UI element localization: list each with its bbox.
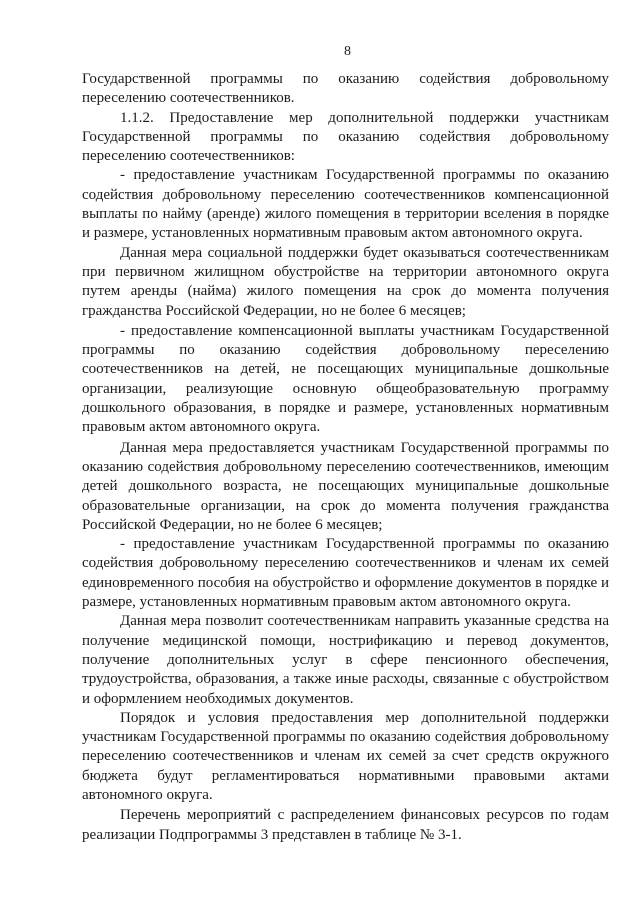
paragraph-allowance-usage: Данная мера позволит соотечественникам направить указанные средства на получение медицинской помощи, нострификацию и перевод документов, получение дополнительных услуг в сфере пенсионного обеспечения, трудоустройства, образования, а также иные расходы, связанные с обустройством и оформлением необходимых документов.	[82, 613, 609, 707]
document-body	[82, 70, 609, 845]
paragraph-section-1-1-2: 1.1.2. Предоставление мер дополнительной поддержки участникам Государственной программы по оказанию содействия добровольному переселению соотечественников:	[82, 109, 609, 165]
paragraph-lump-sum-allowance: - предоставление участникам Государственной программы по оказанию содействия добровольному переселению соотечественников и членам их семей единовременного пособия на обустройство и оформление документов в порядке и размере, установленных нормативным правовым актом автономного округа.	[82, 536, 609, 611]
page-number: 8	[344, 44, 351, 59]
paragraph-continuation: Государственной программы по оказанию содействия добровольному переселению соотечественников.	[82, 71, 609, 107]
paragraph-rental-measure-note: Данная мера социальной поддержки будет оказываться соотечественникам при первичном жилищном обустройстве на территории автономного округа путем аренды (найма) жилого помещения на срок до момента получения гражданства Российской Федерации, но не более 6 месяцев;	[82, 244, 609, 319]
paragraph-procedure-conditions: Порядок и условия предоставления мер дополнительной поддержки участникам Государственной программы по оказанию содействия добровольному переселению соотечественников и членам их семей за счет средств окружного бюджета будут регламентироваться нормативными правовыми актами автономного округа.	[82, 709, 609, 803]
paragraph-child-compensation: - предоставление компенсационной выплаты участникам Государственной программы по оказанию содействия добровольному переселению соотечественников на детей, не посещающих муниципальные дошкольные организации, реализующие основную общеобразовательную программу дошкольного образования, в порядке и размере, установленных нормативным правовым актом автономного округа.	[82, 322, 609, 436]
paragraph-table-reference: Перечень мероприятий с распределением финансовых ресурсов по годам реализации Подпрограммы 3 представлен в таблице № 3-1.	[82, 807, 609, 843]
paragraph-rental-compensation: - предоставление участникам Государственной программы по оказанию содействия добровольному переселению соотечественников компенсационной выплаты по найму (аренде) жилого помещения в территории вселения в порядке и размере, установленных нормативным правовым актом автономного округа.	[82, 167, 609, 242]
paragraph-child-measure-note: Данная мера предоставляется участникам Государственной программы по оказанию содействия добровольному переселению соотечественников, имеющим детей дошкольного возраста, не посещающих муниципальные дошкольные образовательные организации, на срок до момента получения гражданства Российской Федерации, но не более 6 месяцев;	[82, 439, 609, 533]
